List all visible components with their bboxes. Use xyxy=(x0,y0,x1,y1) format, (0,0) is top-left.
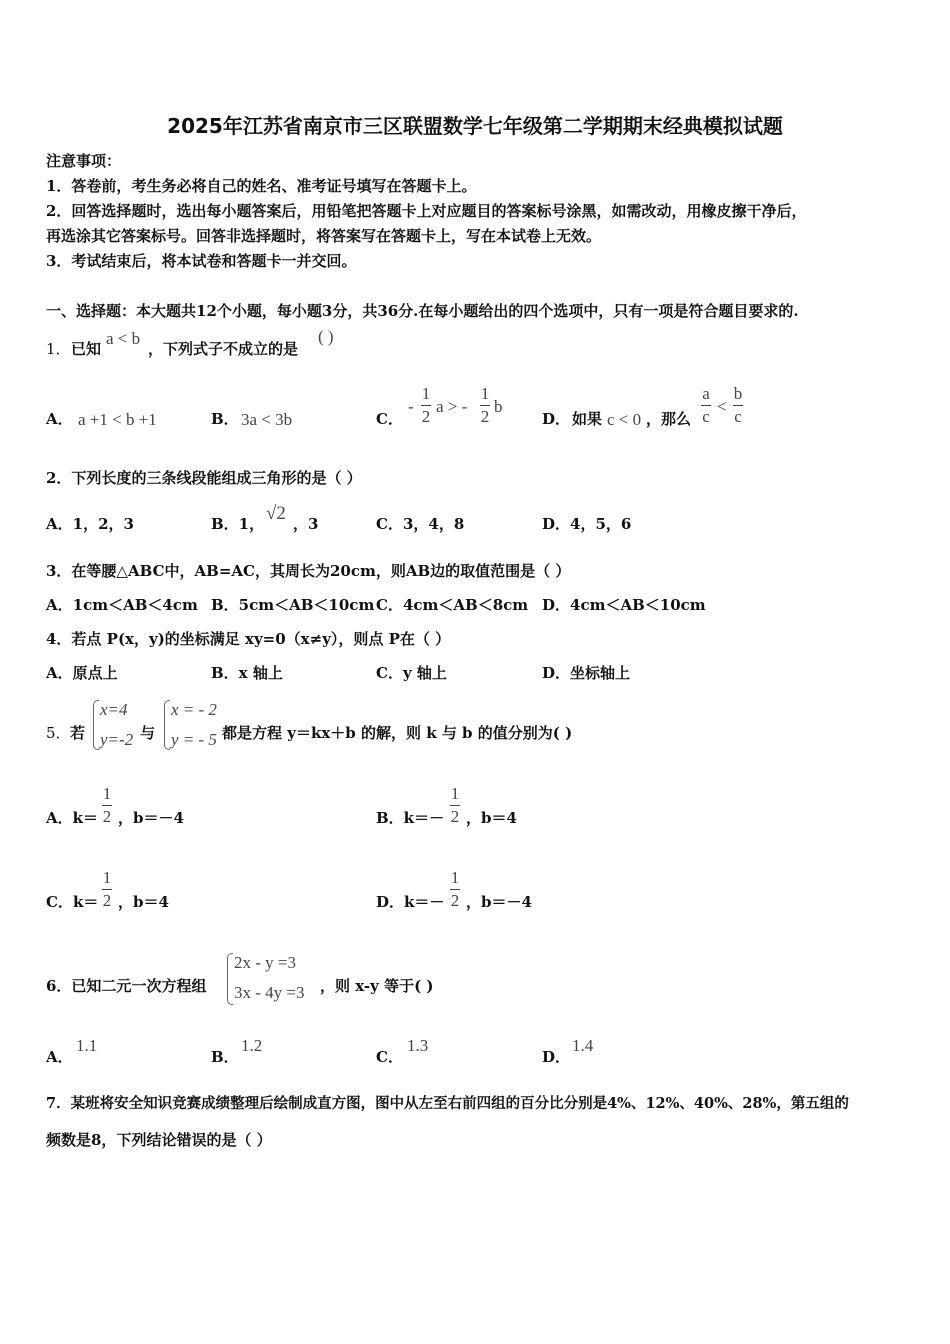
fraction-bar xyxy=(102,889,112,890)
math-variable: b xyxy=(494,397,503,416)
option-c: C．3，4，8 xyxy=(376,515,465,533)
fraction-one-half xyxy=(450,869,460,909)
question-text: 4．若点 P(x，y)的坐标满足 xy=0（x≠y），则点 P在（ ） xyxy=(46,630,451,648)
math-condition: c < 0 xyxy=(607,410,642,429)
system-line-2: 3x - 4y =3 xyxy=(234,983,305,1002)
fraction-bar xyxy=(701,405,711,406)
numerator: a xyxy=(702,384,710,403)
notice-item-3: 3．考试结束后，将本试卷和答题卡一并交回。 xyxy=(46,252,357,270)
fraction-one-half xyxy=(102,785,112,825)
option-d-suffix: ，b＝－4 xyxy=(466,893,532,911)
option-a-value: 1.1 xyxy=(76,1036,98,1055)
option-d-text: ，那么 xyxy=(646,410,692,428)
sqrt-two: √2 xyxy=(266,503,286,524)
option-a: A．原点上 xyxy=(46,664,118,682)
option-d: D．4cm＜AB＜10cm xyxy=(542,596,706,614)
question-text: 3．在等腰△ABC中，AB=AC，其周长为20cm，则AB边的取值范围是（ ） xyxy=(46,562,571,580)
left-brace xyxy=(227,953,233,1005)
option-d-label: D． xyxy=(542,410,571,428)
question-text: 已知 xyxy=(71,340,102,358)
system-2-line-2: y = - 5 xyxy=(171,730,217,749)
system-line-1: 2x - y =3 xyxy=(234,953,296,972)
notice-item-2-line-1: 2．回答选择题时，选出每小题答案后，用铅笔把答题卡上对应题目的答案标号涂黑，如需改动，用橡皮擦干净后， xyxy=(46,202,807,220)
question-text: ，下列式子不成立的是 xyxy=(148,340,299,358)
denominator: c xyxy=(734,407,742,426)
option-b-suffix: ，3 xyxy=(293,515,319,533)
option-c-label: C． xyxy=(376,1048,403,1066)
option-b-prefix: B．k＝－ xyxy=(376,809,445,827)
fraction-bar xyxy=(480,405,490,406)
answer-paren: ( ) xyxy=(318,327,334,346)
numerator: 1 xyxy=(102,784,112,803)
option-c: C．y 轴上 xyxy=(376,664,447,682)
denominator: 2 xyxy=(450,891,460,910)
option-d-value: 1.4 xyxy=(572,1036,594,1055)
fraction-a-over-c xyxy=(701,385,711,425)
question-text: 6．已知二元一次方程组 xyxy=(46,977,207,995)
question-text-line-2: 频数是8，下列结论错误的是（ ） xyxy=(46,1131,272,1149)
fraction-bar xyxy=(102,805,112,806)
math-condition: a < b xyxy=(106,329,141,348)
system-2-line-1: x = - 2 xyxy=(171,700,217,719)
numerator: 1 xyxy=(102,868,112,887)
option-c-label: C． xyxy=(376,410,403,428)
option-c: C．4cm＜AB＜8cm xyxy=(376,596,529,614)
question-text: 都是方程 y＝kx＋b 的解，则 k 与 b 的值分别为( ) xyxy=(222,724,573,742)
fraction-one-half xyxy=(450,785,460,825)
option-c-value: 1.3 xyxy=(407,1036,429,1055)
numerator: 1 xyxy=(450,868,460,887)
fraction-bar xyxy=(733,405,743,406)
numerator: 1 xyxy=(480,384,490,403)
numerator: b xyxy=(733,384,743,403)
option-b: B．x 轴上 xyxy=(211,664,283,682)
fraction-one-half xyxy=(102,869,112,909)
option-a-label: A． xyxy=(46,410,73,428)
option-a: A．1，2，3 xyxy=(46,515,134,533)
less-than-sign: < xyxy=(717,397,727,416)
page-title: 2025年江苏省南京市三区联盟数学七年级第二学期期末经典模拟试题 xyxy=(167,114,783,138)
fraction-bar xyxy=(450,889,460,890)
fraction-one-half xyxy=(480,385,490,425)
notice-heading: 注意事项： xyxy=(46,152,122,170)
denominator: 2 xyxy=(480,407,490,426)
question-text: 若 xyxy=(70,724,86,742)
option-d-text: 如果 xyxy=(572,410,603,428)
numerator: 1 xyxy=(450,784,460,803)
option-a: A．1cm＜AB＜4cm xyxy=(46,596,198,614)
option-a-math: a +1 < b +1 xyxy=(78,410,157,429)
fraction-one-half xyxy=(421,385,431,425)
question-text: ，则 x-y 等于( ) xyxy=(320,977,434,995)
fraction-bar xyxy=(421,405,431,406)
option-d-prefix: D．k＝－ xyxy=(376,893,445,911)
fraction-bar xyxy=(450,805,460,806)
option-d: D．4，5，6 xyxy=(542,515,632,533)
question-text-line-1: 7．某班将安全知识竞赛成绩整理后绘制成直方图，图中从左至右前四组的百分比分别是4%、12%、40%、28%，第五组的 xyxy=(46,1095,849,1112)
denominator: c xyxy=(702,407,710,426)
left-brace xyxy=(93,700,99,750)
notice-item-1: 1．答卷前，考生务必将自己的姓名、准考证号填写在答题卡上。 xyxy=(46,177,477,195)
left-brace xyxy=(164,700,170,750)
option-b-label: B． xyxy=(211,410,239,428)
system-1-line-2: y=-2 xyxy=(100,730,134,749)
option-d-label: D． xyxy=(542,1048,571,1066)
denominator: 2 xyxy=(421,407,431,426)
denominator: 2 xyxy=(450,807,460,826)
option-d: D．坐标轴上 xyxy=(542,664,631,682)
question-text: 2．下列长度的三条线段能组成三角形的是（ ） xyxy=(46,469,362,487)
option-b: B．5cm＜AB＜10cm xyxy=(211,596,375,614)
numerator: 1 xyxy=(421,384,431,403)
denominator: 2 xyxy=(102,891,112,910)
notice-item-2-line-2: 再选涂其它答案标号。回答非选择题时，将答案写在答题卡上，写在本试卷上无效。 xyxy=(46,227,602,245)
fraction-b-over-c xyxy=(733,385,743,425)
denominator: 2 xyxy=(102,807,112,826)
section-heading: 一、选择题：本大题共12个小题，每小题3分，共36分.在每小题给出的四个选项中，只有一项是符合题目要求的. xyxy=(46,302,799,320)
option-a-prefix: A．k＝ xyxy=(46,809,99,827)
option-b-math: 3a < 3b xyxy=(241,410,293,429)
system-1-line-1: x=4 xyxy=(100,700,128,719)
question-text: 与 xyxy=(140,724,156,742)
question-number: 1． xyxy=(46,340,71,358)
option-b-value: 1.2 xyxy=(241,1036,263,1055)
question-number: 5． xyxy=(46,724,71,742)
math-expression: a > - xyxy=(436,397,468,416)
option-b-label: B． xyxy=(211,1048,239,1066)
option-c-prefix: C．k＝ xyxy=(46,893,99,911)
option-a-suffix: ，b＝－4 xyxy=(118,809,184,827)
option-c-suffix: ，b＝4 xyxy=(118,893,169,911)
option-a-label: A． xyxy=(46,1048,73,1066)
option-b-suffix: ，b＝4 xyxy=(466,809,517,827)
option-b-prefix: B．1， xyxy=(211,515,265,533)
minus-sign: - xyxy=(408,397,414,416)
